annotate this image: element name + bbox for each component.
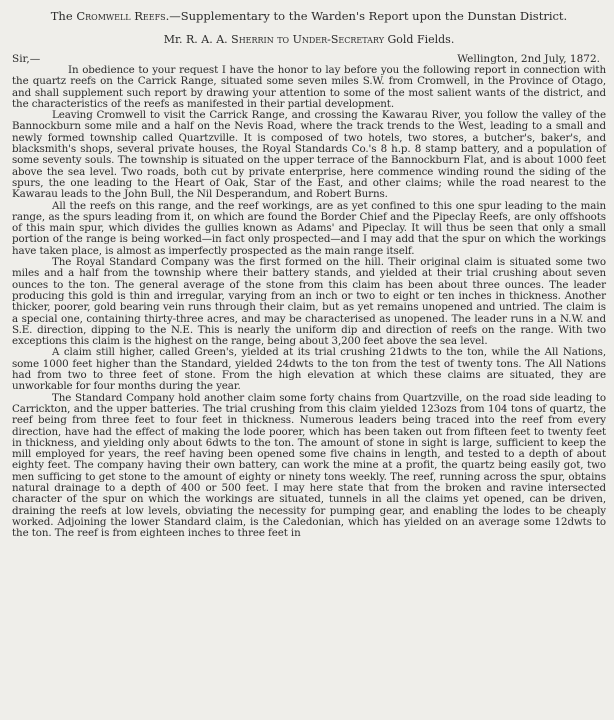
subtitle-recipient: Under-Secretary [292, 33, 384, 46]
title-subject: Cromwell Reefs [76, 9, 166, 23]
paragraph: The Royal Standard Company was the first formed on the hill. Their original claim is situated some two miles and a half from the township where their battery stands, and yielded at their trial crushing about seven ounces to the ton. The general average of the stone from this claim has been about three ounces. The leader producing this gold is thin and irregular, varying from an inch or two to eight or ten inches in thickness. Another thicker, poorer, gold bearing vein runs through their claim, but as yet remains unopened and untried. The claim is a special one, containing thirty-three acres, and may be characterised as unopened. The leader runs in a N.W. and S.E. direction, dipping to the N.E. This is nearly the uniform dip and direction of reefs on the range. With two exceptions this claim is the highest on the range, being about 3,200 feet above the sea level. [12, 256, 606, 348]
report-title [12, 8, 606, 24]
paragraph: The Standard Company hold another claim some forty chains from Quartzville, on the road side leading to Carrickton, and the upper batteries. The trial crushing from this claim yielded 123ozs from 104 tons of quartz, the reef being from three feet to four feet in thickness. Numerous leaders being traced into the reef from every direction, have had the effect of making the lode poorer, which has been taken out from fifteen feet to twenty feet in thickness, and yielding only about 6dwts to the ton. The amount of stone in sight is large, sufficient to keep the mill employed for years, the reef having been opened some five chains in length, and tested to a depth of about eighty feet. The company having their own battery, can work the mine at a profit, the quartz being easily got, two men sufficing to get stone to the amount of eighty or ninety tons weekly. The reef, running across the spur, obtains natural drainage to a depth of 400 or 500 feet. I may here state that from the broken and ravine intersected character of the spur on which the workings are situated, tunnels in all the claims yet opened, can be driven, draining the reefs at low levels, obviating the necessity for pumping gear, and enabling the lodes to be cheaply worked. Adjoining the lower Standard claim, is the Caledonian, which has yielded on an average some 12dwts to the ton. The reef is from eighteen inches to three feet in [12, 391, 606, 540]
place-date: Wellington, 2nd July, 1872. [457, 53, 600, 65]
subtitle-to: to [277, 33, 290, 46]
title-suffix: .—Supplementary to the Warden's Report upon the Dunstan District. [165, 9, 568, 23]
salutation: Sir,— [12, 53, 41, 65]
title-prefix: The [50, 9, 73, 23]
paragraph: All the reefs on this range, and the reef workings, are as yet confined to this one spur leading to the main range, as the spurs leading from it, on which are found the Border Chief and the Pipeclay Reefs, are only offshoots of this main spur, which divides the gullies known as Adams' and Pipeclay. It will thus be seen that only a small portion of the range is being worked—in fact only prospected—and I may add that the spur on which the workings have taken place, is almost as imperfectly prospected as the main range itself. [12, 199, 606, 257]
report-body [12, 65, 606, 539]
paragraph: Leaving Cromwell to visit the Carrick Range, and crossing the Kawarau River, you follow the valley of the Bannockburn some mile and a half on the Nevis Road, where the track trends to the West, leading to a small and newly formed township called Quartzville. It is composed of two hotels, two stores, a butcher's, baker's, and blacksmith's shops, several private houses, the Royal Standards Co.'s 8 h.p. 8 stamp battery, and a population of some seventy souls. The township is situated on the upper terrace of the Bannockburn Flat, and is about 1000 feet above the sea level. Two roads, both cut by private enterprise, here commence winding round the siding of the spurs, the one leading to the Heart of Oak, Star of the East, and other claims; while the road nearest to the Kawarau leads to the John Bull, the Nil Desperandum, and Robert Burns. [12, 109, 606, 201]
paragraph: A claim still higher, called Green's, yielded at its trial crushing 21dwts to the ton, while the All Nations, some 1000 feet higher than the Standard, yielded 24dwts to the ton from the test of twenty tons. The All Nations had from two to three feet of stone. From the high elevation at which these claims are situated, they are unworkable for four months during the year. [12, 346, 606, 393]
subtitle-author-name: Sherrin [231, 33, 274, 46]
paragraph: In obedience to your request I have the honor to lay before you the following report in connection with the quartz reefs on the Carrick Range, situated some seven miles S.W. from Cromwell, in the Province of Otago, and shall supplement such report by drawing your attention to some of the most salient wants of the district, and the characteristics of the reefs as manifested in their partial development. [12, 64, 606, 110]
subtitle-department: Gold Fields. [387, 33, 455, 46]
subtitle-author-initials: Mr. R. A. A. [163, 33, 228, 46]
report-subtitle [12, 32, 606, 47]
